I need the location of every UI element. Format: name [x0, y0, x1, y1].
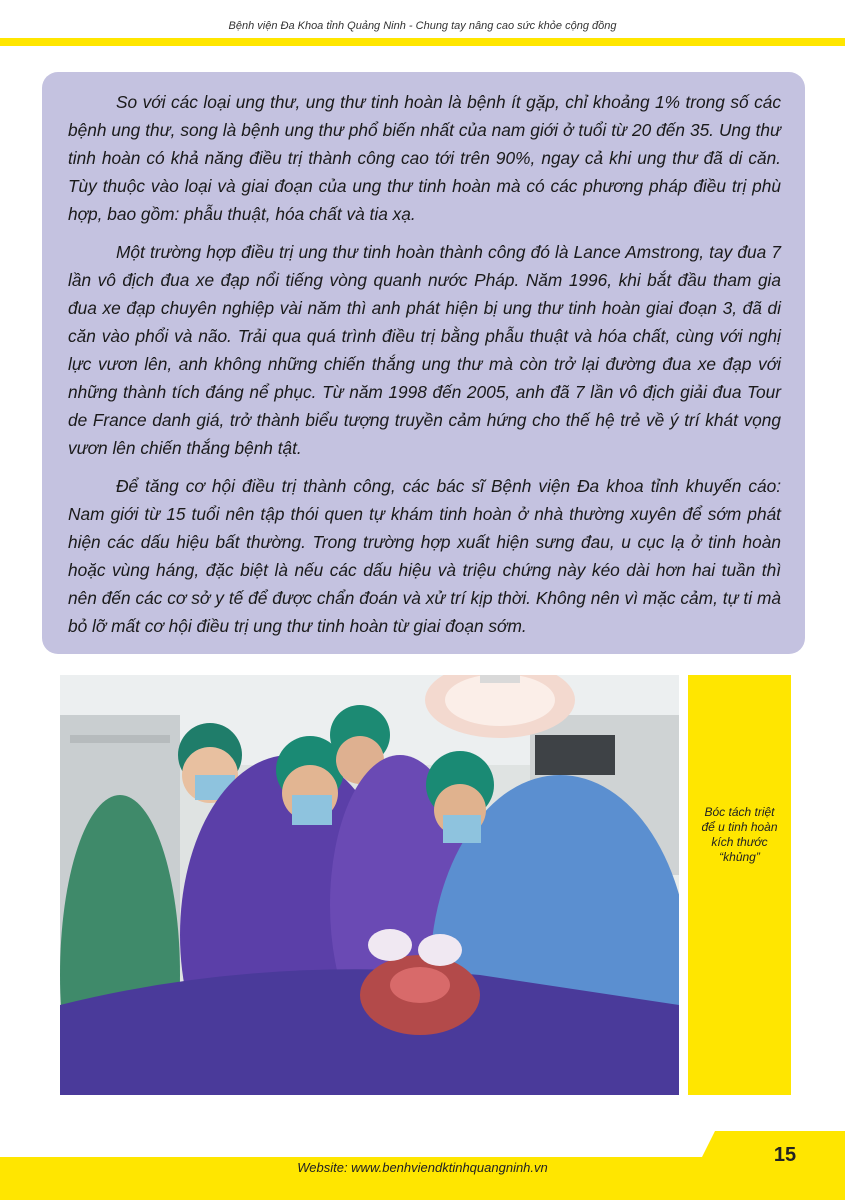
article-box [42, 72, 805, 654]
surgery-photo-illustration [60, 675, 679, 1095]
article-paragraph-2: Một trường hợp điều trị ung thư tinh hoàn thành công đó là Lance Amstrong, tay đua 7 lần vô địch đua xe đạp nổi tiếng vòng quanh nước Pháp. Năm 1996, khi bắt đầu tham gia đua xe đạp chuyên nghiệp vài năm thì anh phát hiện bị ung thư tinh hoàn giai đoạn 3, đã di căn vào phổi và não. Trải qua quá trình điều trị bằng phẫu thuật và hóa chất, cùng với nghị lực vươn lên, anh không những chiến thắng ung thư mà còn trở lại đường đua xe đạp với những thành tích đáng nể phục. Từ năm 1998 đến 2005, anh đã 7 lần vô địch giải đua Tour de France danh giá, trở thành biểu tượng truyền cảm hứng cho thế hệ trẻ về ý trí khát vọng vươn lên chiến thắng bệnh tật. [68, 242, 781, 458]
article-paragraph-1: So với các loại ung thư, ung thư tinh hoàn là bệnh ít gặp, chỉ khoảng 1% trong số các bệnh ung thư, song là bệnh ung thư phổ biến nhất của nam giới ở tuổi từ 20 đến 35. Ung thư tinh hoàn có khả năng điều trị thành công cao tới trên 90%, ngay cả khi ung thư đã di căn. Tùy thuộc vào loại và giai đoạn của ung thư tinh hoàn mà có các phương pháp điều trị phù hợp, bao gồm: phẫu thuật, hóa chất và tia xạ. [68, 92, 781, 224]
photo-caption: Bóc tách triệt để u tinh hoàn kích thước “khủng” [701, 805, 778, 864]
page-number: 15 [773, 1144, 797, 1166]
surgery-photo [60, 675, 679, 1095]
footer-website: Website: www.benhviendktinhquangninh.vn [297, 1160, 548, 1175]
page-header-text: Bệnh viện Đa Khoa tỉnh Quảng Ninh - Chung tay nâng cao sức khỏe cộng đồng [228, 20, 617, 32]
article-paragraph-3: Để tăng cơ hội điều trị thành công, các bác sĩ Bệnh viện Đa khoa tỉnh khuyến cáo: Nam giới từ 15 tuổi nên tập thói quen tự khám tinh hoàn ở nhà thường xuyên để sớm phát hiện các dấu hiệu bất thường. Trong trường hợp xuất hiện sưng đau, u cục lạ ở tinh hoàn hoặc vùng háng, đặc biệt là nếu các dấu hiệu và triệu chứng này kéo dài hơn hai tuần thì nên đến các cơ sở y tế để được chẩn đoán và xử trí kịp thời. Không nên vì mặc cảm, tự ti mà bỏ lỡ mất cơ hội điều trị ung thư tinh hoàn từ giai đoạn sớm. [68, 476, 781, 636]
header-bar [0, 38, 845, 46]
caption-box [688, 675, 791, 1095]
